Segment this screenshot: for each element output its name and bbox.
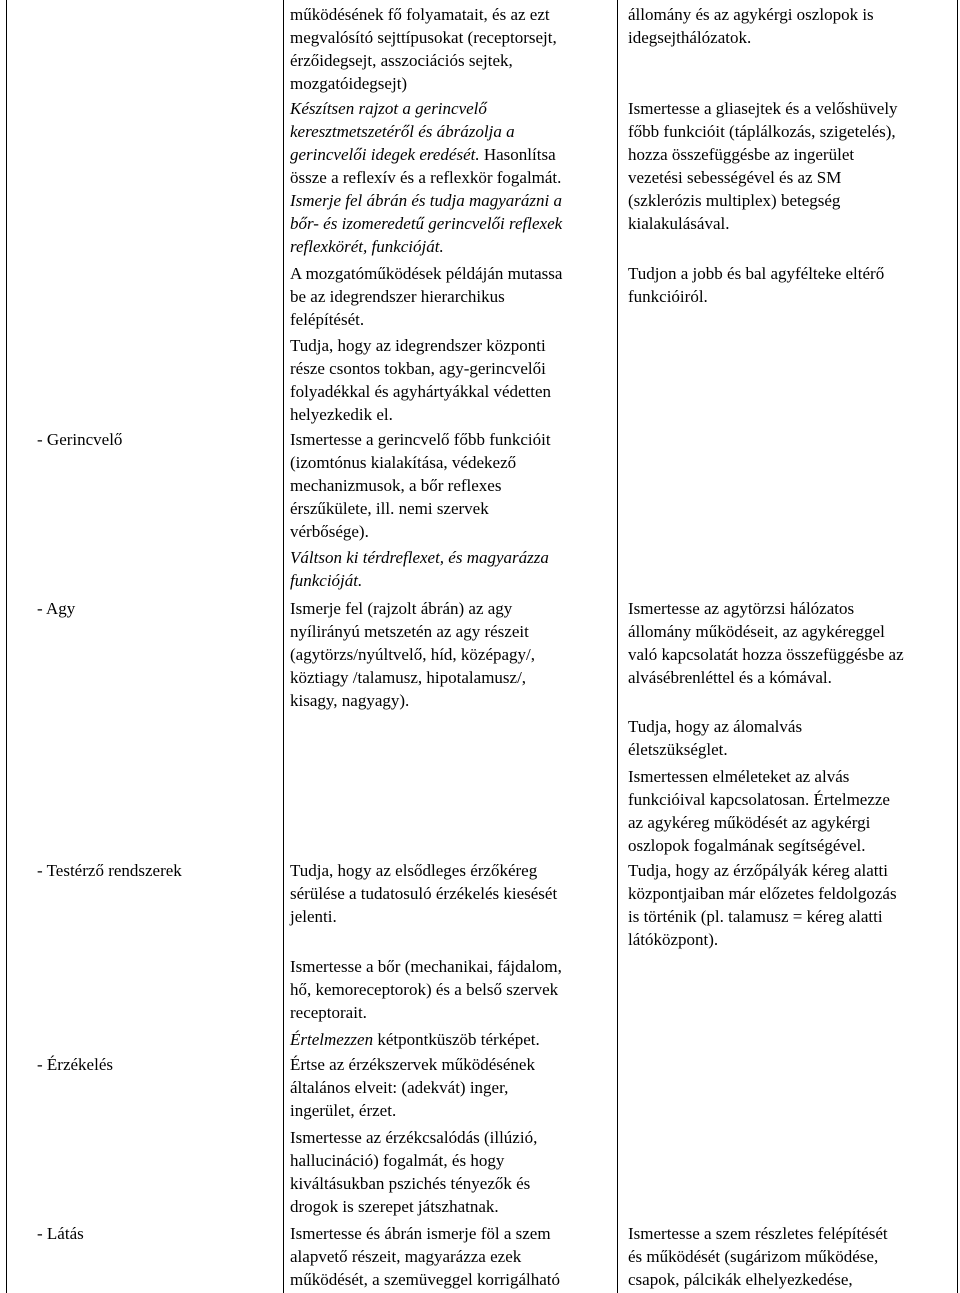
requirement-paragraph: [290, 1126, 537, 1218]
advanced-requirement-paragraph: [628, 715, 802, 761]
text-line: Tudjon a jobb és bal agyféltеke eltérő: [628, 264, 885, 283]
advanced-requirement-paragraph: [628, 262, 884, 308]
requirement-paragraph: [290, 859, 557, 928]
text-line: össze a reflexív és a reflexkör fogalmát.: [290, 168, 562, 187]
text-line: [290, 1028, 540, 1051]
text-line: Váltson ki térdreflexet, és magyarázza: [290, 548, 549, 567]
text-line: csapok, pálcikák elhelyezkedése,: [628, 1270, 853, 1289]
text-line: receptorait.: [290, 1003, 367, 1022]
text-line: az agykéreg működését az agykérgi: [628, 813, 871, 832]
text-line: reflexkörét, funkcióját.: [290, 237, 444, 256]
requirement-paragraph: [290, 97, 562, 258]
text-line: A mozgatóműködések példáján mutassa: [290, 264, 563, 283]
text-line: Tudja, hogy az idegrendszer központi: [290, 336, 546, 355]
table-border-right: [957, 0, 958, 1293]
topic-testerzo-rendszerek: - Testérző rendszerek: [37, 861, 182, 880]
text-line: Ismertesse az agytörzsi hálózatos: [628, 599, 855, 618]
text-line: része csontos tokban, agy-gerincvelői: [290, 359, 546, 378]
text-line: kiváltásukban pszichés tényezők és: [290, 1174, 531, 1193]
text-line: Ismertesse a szem részletes felépítését: [628, 1224, 888, 1243]
requirement-paragraph: [290, 334, 551, 426]
text-line: állomány és az agykérgi oszlopok is: [628, 5, 874, 24]
advanced-requirement-paragraph: [628, 765, 890, 857]
text-line: hallucináció) fogalmát, és hogy: [290, 1151, 505, 1170]
requirement-paragraph: [290, 597, 535, 712]
text-line: vérbősége).: [290, 522, 369, 541]
text-line: érszűkülete, ill. nemi szervek: [290, 499, 489, 518]
advanced-requirement-paragraph: [628, 97, 898, 235]
text-line: általános elveit: (adekvát) inger,: [290, 1078, 509, 1097]
text-line: állomány működéseit, az agykéreggel: [628, 622, 885, 641]
text-line: megvalósító sejttípusokat (receptorsejt,: [290, 28, 557, 47]
text-line: életszükséglet.: [628, 740, 728, 759]
normal-run: kétpontküszöb térképet.: [373, 1030, 540, 1049]
advanced-requirement-paragraph: [628, 859, 897, 951]
text-line: Ismertesse a gerincvelő főbb funkcióit: [290, 430, 551, 449]
requirement-paragraph: [290, 1028, 540, 1051]
text-line: Ismertesse az érzékcsalódás (illúzió,: [290, 1128, 538, 1147]
text-line: Tudja, hogy az érzőpályák kéreg alatti: [628, 861, 888, 880]
table-border-left: [6, 0, 7, 1293]
text-line: köztiagy /talamusz, hipotalamusz/,: [290, 668, 527, 687]
text-line: (szklerózis multiplex) betegség: [628, 191, 841, 210]
text-line: Ismertesse a gliasejtek és a velőshüvely: [628, 99, 898, 118]
text-line: bőr- és izomeredetű gerincvelői reflexek: [290, 214, 563, 233]
italic-run: gerincvelői idegek eredését.: [290, 145, 480, 164]
text-line: nyílirányú metszetén az agy részeit: [290, 622, 529, 641]
text-line: Ismertesse és ábrán ismerje föl a szem: [290, 1224, 551, 1243]
topic-agy: - Agy: [37, 599, 76, 618]
normal-run: Hasonlítsa: [479, 145, 556, 164]
text-line: érzőidegsejt, asszociációs sejtek,: [290, 51, 513, 70]
text-line: helyezkedik el.: [290, 405, 393, 424]
text-line: működését, a szemüveggel korrigálható: [290, 1270, 561, 1289]
text-line: látóközpont).: [628, 930, 719, 949]
text-line: Ismerje fel (rajzolt ábrán) az agy: [290, 599, 513, 618]
text-line: központjaiban már előzetes feldolgozás: [628, 884, 897, 903]
text-line: való kapcsolatát hozza összefüggésbe az: [628, 645, 904, 664]
text-line: drogok is szerepet játszhatnak.: [290, 1197, 499, 1216]
column-divider-1: [283, 0, 284, 1293]
text-line: Tudja, hogy az elsődleges érzőkéreg: [290, 861, 538, 880]
text-line: oszlopok fogalmának segítségével.: [628, 836, 866, 855]
requirement-paragraph: [290, 1053, 535, 1122]
text-line: Ismerje fel ábrán és tudja magyarázni a: [290, 191, 562, 210]
requirement-paragraph: [290, 428, 551, 543]
italic-run: Értelmezzen: [290, 1030, 374, 1049]
text-line: alapvető részeit, magyarázza ezek: [290, 1247, 522, 1266]
text-line: funkcióját.: [290, 571, 363, 590]
text-line: Ismertesse a bőr (mechanikai, fájdalom,: [290, 957, 562, 976]
text-line: mechanizmusok, a bőr reflexes: [290, 476, 502, 495]
text-line: folyadékkal és agyhártyákkal védetten: [290, 382, 552, 401]
text-line: vezetési sebességével és az SM: [628, 168, 842, 187]
text-line: alvásébrenléttel és a kómával.: [628, 668, 832, 687]
text-line: is történik (pl. talamusz = kéreg alatti: [628, 907, 883, 926]
text-line: hő, kemoreceptorok) és a belső szervek: [290, 980, 559, 999]
text-line: mozgatóidegsejt): [290, 74, 408, 93]
requirement-paragraph: [290, 546, 549, 592]
advanced-requirement-paragraph: [628, 597, 904, 689]
text-line: funkcióiról.: [628, 287, 708, 306]
text-line: (agytörzs/nyúltvelő, híd, középagy/,: [290, 645, 536, 664]
advanced-requirement-paragraph: [628, 1222, 888, 1291]
requirement-paragraph: [290, 955, 562, 1024]
requirement-paragraph: [290, 1222, 560, 1291]
text-line: (izomtónus kialakítása, védekező: [290, 453, 517, 472]
requirement-paragraph: [290, 3, 557, 95]
text-line: Tudja, hogy az álomalvás: [628, 717, 803, 736]
topic-gerincvelo: - Gerincvelő: [37, 430, 123, 449]
text-line: ingerület, érzet.: [290, 1101, 397, 1120]
text-line: Értse az érzékszervek működésének: [290, 1055, 535, 1074]
text-line: Ismertessen elméleteket az alvás: [628, 767, 850, 786]
text-line: kisagy, nagyagy).: [290, 691, 410, 710]
text-line: funkcióival kapcsolatosan. Értelmezze: [628, 790, 890, 809]
text-line: felépítését.: [290, 310, 365, 329]
text-line: sérülése a tudatosuló érzékelés kiesését: [290, 884, 558, 903]
column-divider-2: [617, 0, 618, 1293]
text-line: jelenti.: [290, 907, 337, 926]
topic-erzekeles: - Érzékelés: [37, 1055, 113, 1074]
text-line: Készítsen rajzot a gerincvelő: [290, 99, 487, 118]
text-line: be az idegrendszer hierarchikus: [290, 287, 505, 306]
text-line: működésének fő folyamatait, és az ezt: [290, 5, 550, 24]
text-line: idegsejthálózatok.: [628, 28, 752, 47]
text-line: hozza összefüggésbe az ingerület: [628, 145, 855, 164]
topic-latas: - Látás: [37, 1224, 84, 1243]
text-line: kialakulásával.: [628, 214, 730, 233]
advanced-requirement-paragraph: [628, 3, 874, 49]
text-line: főbb funkcióit (táplálkozás, szigetelés),: [628, 122, 896, 141]
text-line: [290, 143, 562, 166]
text-line: és működését (sugárizom működése,: [628, 1247, 879, 1266]
requirement-paragraph: [290, 262, 562, 331]
text-line: keresztmetszetéről és ábrázolja a: [290, 122, 515, 141]
